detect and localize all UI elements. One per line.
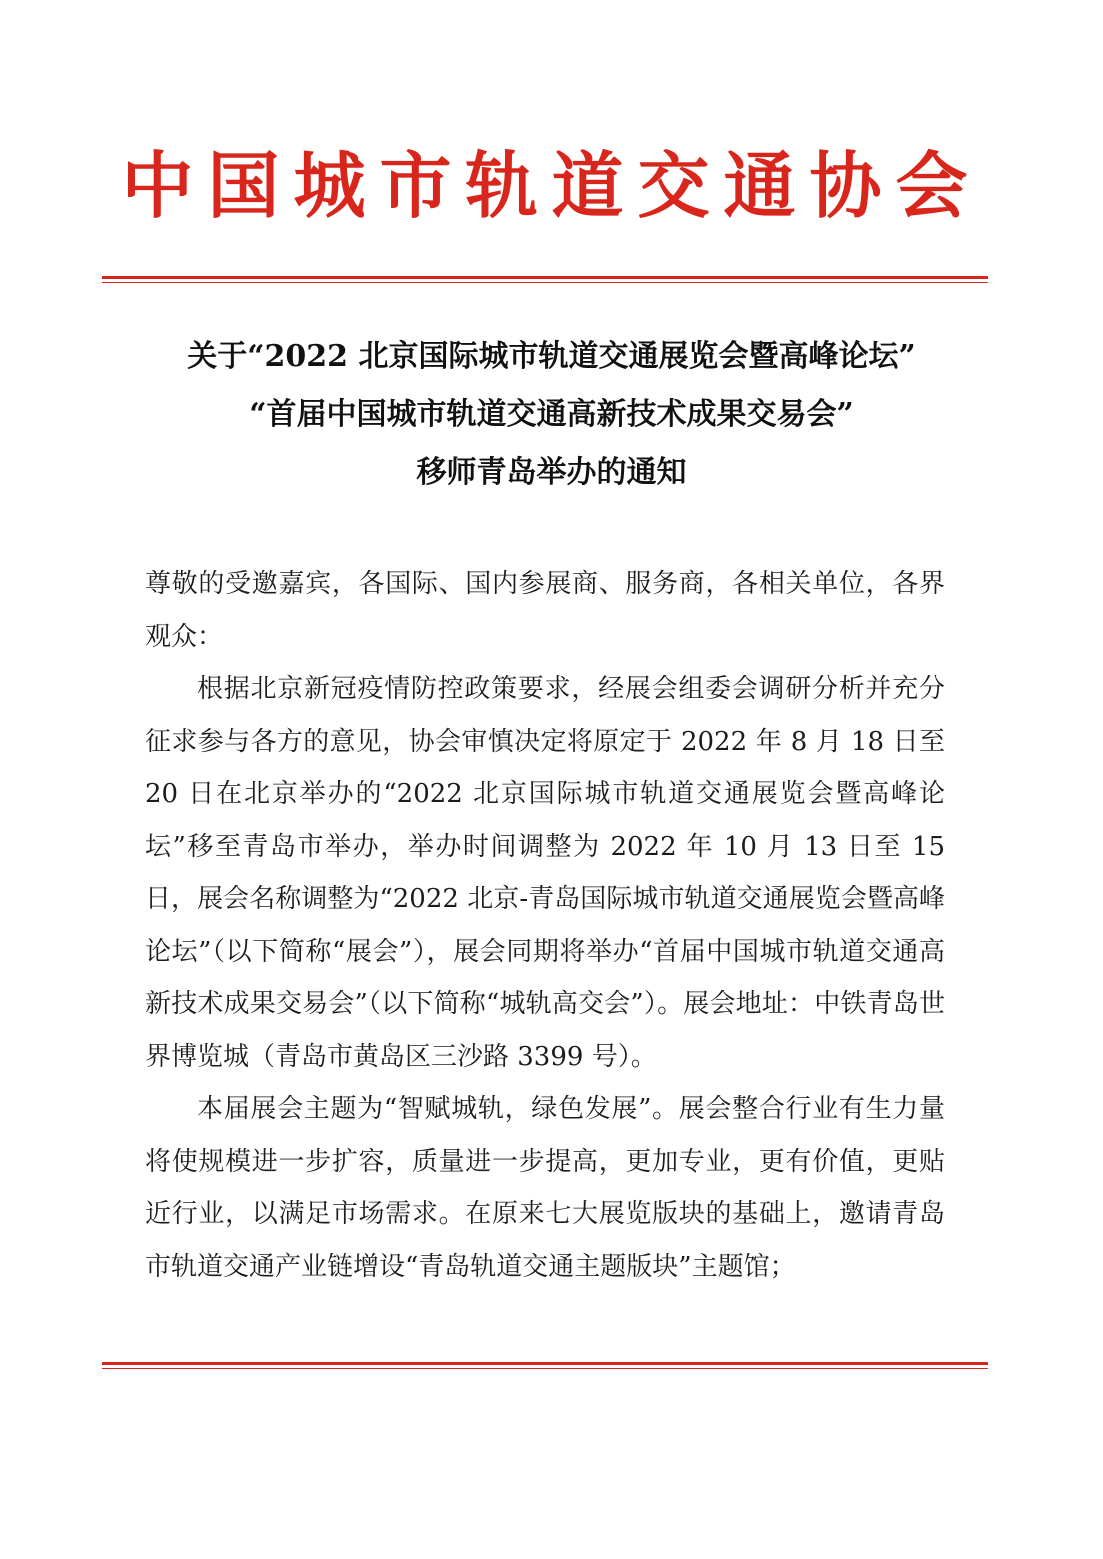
notice-title [80, 328, 1023, 502]
letterhead-org-name: 中国城市轨道交通协会 [121, 144, 982, 228]
notice-body [145, 558, 945, 1293]
footer-thick-line [102, 1362, 988, 1365]
title-line-1: 关于“2022 北京国际城市轨道交通展览会暨高峰论坛” [187, 339, 916, 374]
paragraph-theme: 本届展会主题为“智赋城轨，绿色发展”。展会整合行业有生力量将使规模进一步扩容，质量进一步提高，更加专业，更有价值，更贴近行业，以满足市场需求。在原来七大展览版块的基础上，邀请青岛市轨道交通产业链增设“青岛轨道交通主题版块”主题馆； [145, 1094, 945, 1282]
title-line-2: “首届中国城市轨道交通高新技术成果交易会” [249, 397, 854, 432]
divider-thin-line [102, 282, 988, 283]
salutation: 尊敬的受邀嘉宾，各国际、国内参展商、服务商，各相关单位，各界观众： [145, 569, 945, 652]
footer-divider [102, 1362, 988, 1369]
title-line-3: 移师青岛举办的通知 [416, 455, 687, 490]
letterhead-divider [102, 276, 988, 283]
footer-thin-line [102, 1368, 988, 1369]
paragraph-relocation: 根据北京新冠疫情防控政策要求，经展会组委会调研分析并充分征求参与各方的意见，协会审慎决定将原定于 2022 年 8 月 18 日至 20 日在北京举办的“2022 北京国际城市轨道交通展览会暨高峰论坛”移至青岛市举办，举办时间调整为 2022 年 10 月 13 日至 15 日，展会名称调整为“2022 北京-青岛国际城市轨道交通展览会暨高峰论坛”（以下简称“展会”），展会同期将举办“首届中国城市轨道交通高新技术成果交易会”（以下简称“城轨高交会”）。展会地址：中铁青岛世界博览城（青岛市黄岛区三沙路 3399 号）。 [145, 674, 945, 1072]
divider-thick-line [102, 276, 988, 279]
